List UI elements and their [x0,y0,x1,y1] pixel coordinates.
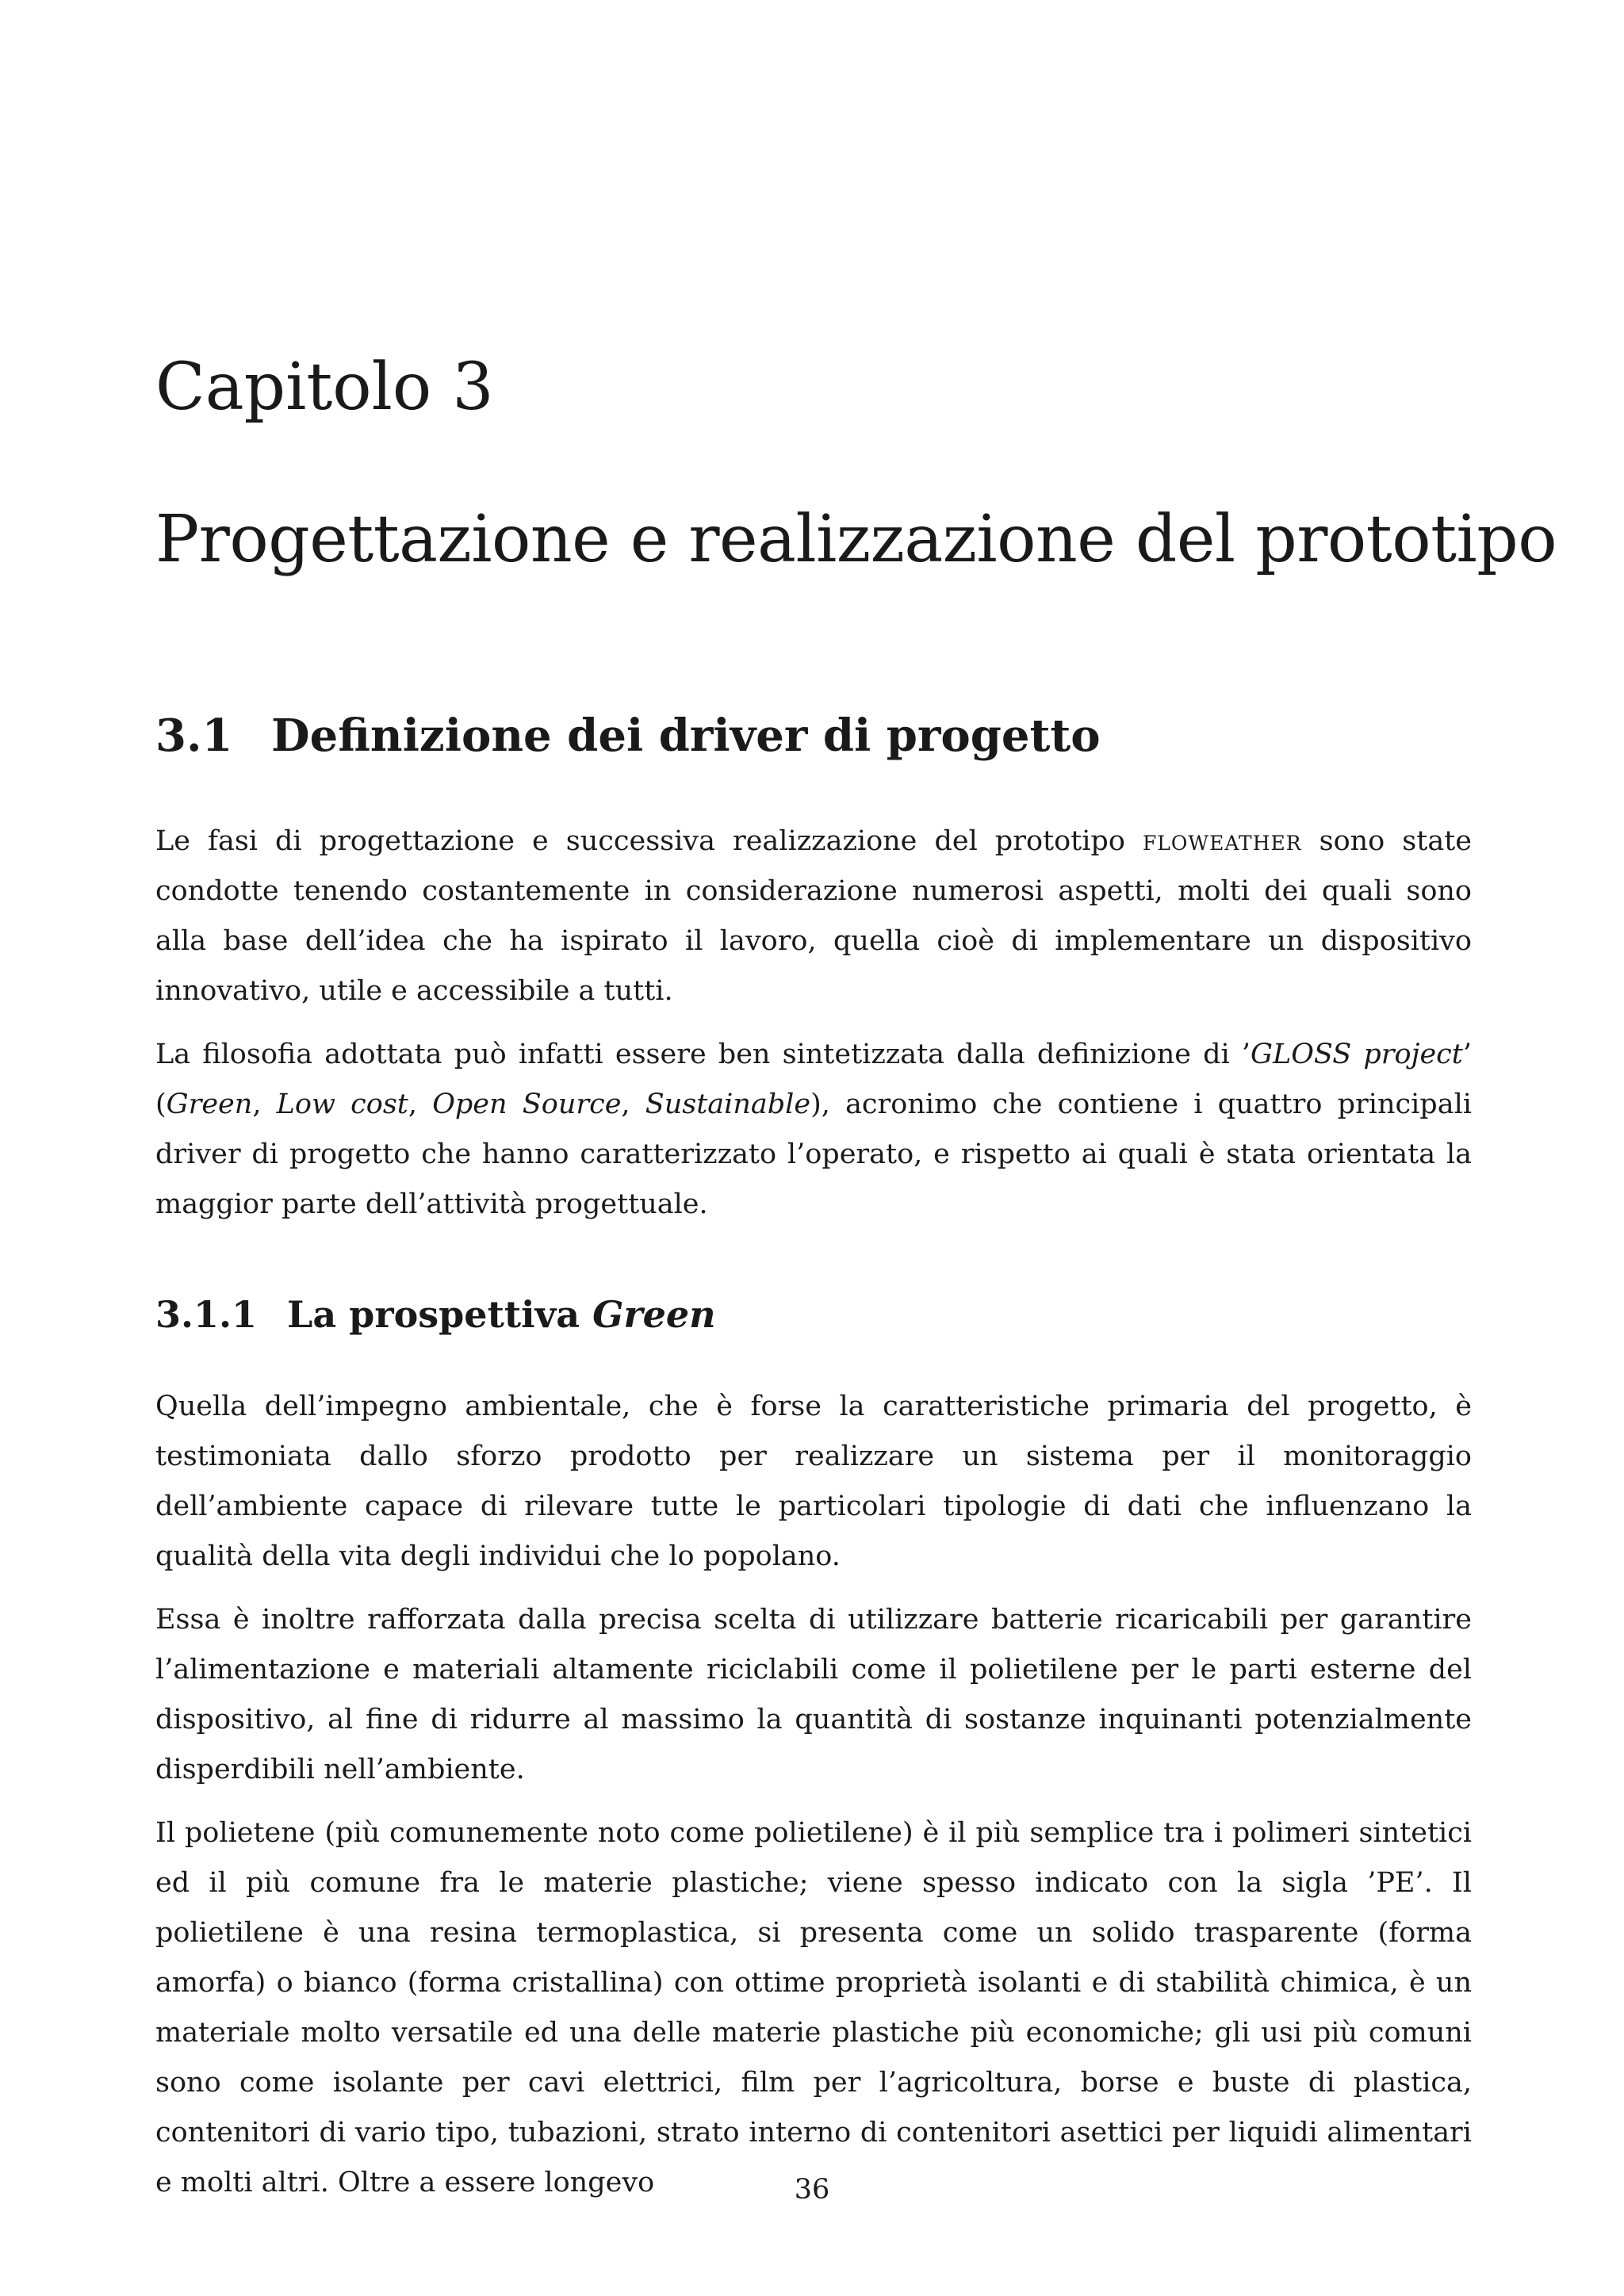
paragraph-text: ’ ( [155,1039,1472,1120]
section-heading [155,710,1101,762]
paragraph [155,817,1472,1016]
section-body [155,817,1472,1230]
paragraph-text: , [252,1089,277,1120]
paragraph-text: ), acronimo che contiene i quattro principali driver di progetto che hanno caratterizzato l’operato, e rispetto ai quali è stata orientata la maggior parte dell’attività progettuale. [155,1089,1472,1220]
project-name: GLOSS project [1251,1039,1463,1070]
section-title: Definizione dei driver di progetto [271,710,1101,762]
subsection-title-italic: Green [592,1293,716,1336]
acronym-term: Low cost [276,1089,408,1120]
acronym-term: Green [166,1089,253,1120]
subsection-number: 3.1.1 [155,1293,258,1336]
chapter-label: Capitolo 3 [155,350,494,425]
paragraph-text: , [621,1089,645,1120]
subsection-title: La prospettiva [287,1293,593,1336]
acronym-term: Open Source [432,1089,622,1120]
paragraph-text: La filosofia adottata può infatti essere ben sintetizzata dalla definizione di ’ [155,1039,1251,1070]
chapter-title: Progettazione e realizzazione del prototipo [155,502,1557,577]
paragraph-text: , [408,1089,433,1120]
paragraph [155,1030,1472,1230]
device-name: floweather [1142,825,1302,857]
section-number: 3.1 [155,710,233,762]
paragraph-text: Le fasi di progettazione e successiva realizzazione del prototipo [155,825,1143,857]
paragraph: Essa è inoltre rafforzata dalla precisa scelta di utilizzare batterie ricaricabili per garantire l’alimentazione e materiali altamente riciclabili come il polietilene per le parti esterne del dispositivo, al fine di ridurre al massimo la quantità di sostanze inquinanti potenzialmente disperdibili nell’ambiente. [155,1604,1472,1785]
subsection-body [155,1382,1472,2208]
subsection-heading [155,1293,716,1336]
paragraph-text: sono state condotte tenendo costantemente in considerazione numerosi aspetti, molti dei quali sono alla base dell’idea che ha ispirato il lavoro, quella cioè di implementare un dispositivo innovativo, utile e accessibile a tutti. [155,825,1472,1007]
paragraph: Quella dell’impegno ambientale, che è forse la caratteristiche primaria del progetto, è testimoniata dallo sforzo prodotto per realizzare un sistema per il monitoraggio dell’ambiente capace di rilevare tutte le particolari tipologie di dati che influenzano la qualità della vita degli individui che lo popolano. [155,1391,1472,1572]
page-number: 36 [794,2174,830,2206]
acronym-term: Sustainable [645,1089,811,1120]
paragraph: Il polietene (più comunemente noto come polietilene) è il più semplice tra i polimeri sintetici ed il più comune fra le materie plastiche; viene spesso indicato con la sigla ’PE’. Il polietilene è una resina termoplastica, si presenta come un solido trasparente (forma amorfa) o bianco (forma cristallina) con ottime proprietà isolanti e di stabilità chimica, è un materiale molto versatile ed una delle materie plastiche più economiche; gli usi più comuni sono come isolante per cavi elettrici, film per l’agricoltura, borse e buste di plastica, contenitori di vario tipo, tubazioni, strato interno di contenitori asettici per liquidi alimentari e molti altri. Oltre a essere longevo [155,1817,1472,2198]
